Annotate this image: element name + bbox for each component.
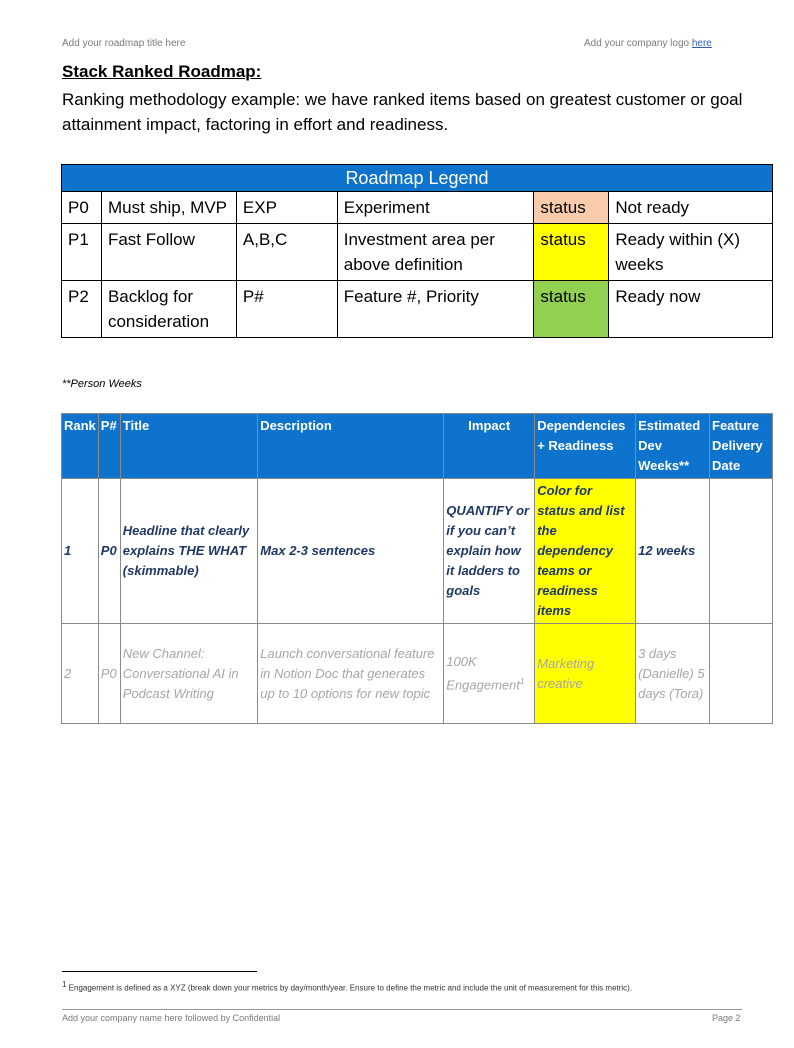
footnote-number: 1 [62,980,67,989]
cell-rank: 1 [62,479,99,624]
cell-description: Max 2-3 sentences [258,479,444,624]
col-header-estimated: Estimated Dev Weeks** [636,414,710,479]
header-company-logo [584,38,712,49]
legend-priority: P2 [62,281,102,338]
footnote-text: Engagement is defined as a XYZ (break down your metrics by day/month/year. Ensure to define the metric and include the unit of measurement for this metric). [66,983,633,993]
col-header-title: Title [120,414,258,479]
cell-estimated: 12 weeks [636,479,710,624]
footnote-divider [62,971,257,972]
legend-priority-desc: Fast Follow [101,224,236,281]
cell-delivery [710,624,773,724]
legend-code: A,B,C [236,224,337,281]
legend-code: EXP [236,192,337,224]
col-header-rank: Rank [62,414,99,479]
footer-divider [62,1009,742,1010]
header-logo-text: Add your company logo [584,38,692,49]
legend-priority: P0 [62,192,102,224]
legend-status-swatch: status [534,281,609,338]
footnote-ref[interactable]: 1 [520,676,525,686]
legend-priority-desc: Backlog for consideration [101,281,236,338]
cell-rank: 2 [62,624,99,724]
legend-code: P# [236,281,337,338]
cell-impact-text: 100K Engagement [446,653,521,693]
roadmap-header-row [62,414,773,479]
col-header-dependencies: Dependencies + Readiness [535,414,636,479]
legend-priority-desc: Must ship, MVP [101,192,236,224]
legend-status-desc: Not ready [609,192,773,224]
legend-status-swatch: status [534,224,609,281]
cell-impact [444,624,535,724]
legend-status-desc: Ready now [609,281,773,338]
legend-code-desc: Investment area per above definition [337,224,534,281]
cell-impact: QUANTIFY or if you can’t explain how it ladders to goals [444,479,535,624]
cell-delivery [710,479,773,624]
cell-estimated: 3 days (Danielle) 5 days (Tora) [636,624,710,724]
legend-row [62,192,773,224]
header-logo-link[interactable]: here [691,38,712,49]
legend-status-desc: Ready within (X) weeks [609,224,773,281]
cell-title: Headline that clearly explains THE WHAT (skimmable) [120,479,258,624]
legend-row [62,224,773,281]
legend-status-swatch: status [534,192,609,224]
legend-code-desc: Experiment [337,192,534,224]
legend-priority: P1 [62,224,102,281]
cell-p: P0 [98,479,120,624]
legend-table [61,164,773,338]
legend-heading: Roadmap Legend [62,165,773,192]
col-header-description: Description [258,414,444,479]
cell-title: New Channel: Conversational AI in Podcast Writing [120,624,258,724]
cell-dependencies: Marketing creative [535,624,636,724]
person-weeks-note: **Person Weeks [62,378,142,390]
header-roadmap-title: Add your roadmap title here [62,38,186,49]
page-title: Stack Ranked Roadmap: [62,62,262,81]
cell-description: Launch conversational feature in Notion Doc that generates up to 10 options for new topic [258,624,444,724]
col-header-delivery: Feature Delivery Date [710,414,773,479]
intro-text: Ranking methodology example: we have ranked items based on greatest customer or goal attainment impact, factoring in effort and readiness. [62,90,743,134]
footer-page-number: Page 2 [712,1013,741,1023]
table-row [62,479,773,624]
legend-row [62,281,773,338]
col-header-p: P# [98,414,120,479]
table-row [62,624,773,724]
cell-dependencies: Color for status and list the dependency teams or readiness items [535,479,636,624]
cell-p: P0 [98,624,120,724]
col-header-impact: Impact [444,414,535,479]
footer-company: Add your company name here followed by Confidential [62,1013,281,1023]
roadmap-table [61,413,773,724]
legend-code-desc: Feature #, Priority [337,281,534,338]
footnote [62,978,742,996]
